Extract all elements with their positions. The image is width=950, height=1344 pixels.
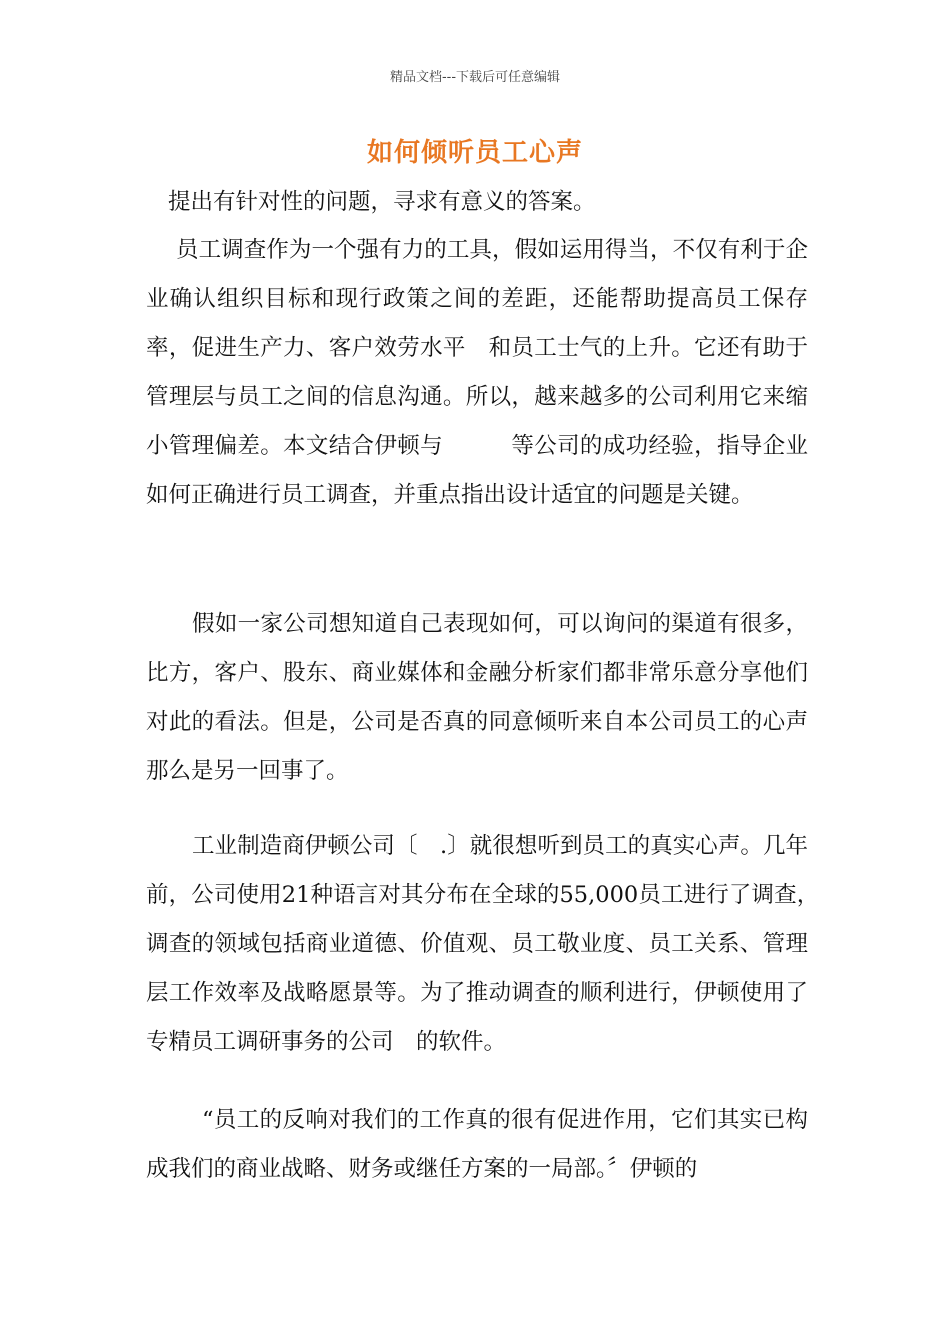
paragraph-eaton-survey: 工业制造商伊顿公司〔 .〕就很想听到员工的真实心声。几年前，公司使用21种语言对其分布在全球的55,000员工进行了调查， 调查的领域包括商业道德、价值观、员工敬业度、员工关系、管理层工作效率及战略愿景等。为了推动调查的顺利进行，伊顿使用了专精员工调研事务的公司 的软件。	[146, 833, 831, 1055]
page-header-caption: 精品文档---下载后可任意编辑	[389, 70, 561, 85]
paragraph-intro: 提出有针对性的问题，寻求有意义的答案。	[168, 189, 596, 215]
document-title: 如何倾听员工心声	[366, 138, 583, 168]
paragraph-listening: 假如一家公司想知道自己表现如何，可以询问的渠道有很多，比方，客户、股东、商业媒体和金融分析家们都非常乐意分享他们对此的看法。但是，公司是否真的同意倾听来自本公司员工的心声那么是另一回事了。	[146, 611, 808, 784]
paragraph-quote: “员工的反响对我们的工作真的很有促进作用，它们其实已构成我们的商业战略、财务或继任方案的一局部。〞伊顿的	[146, 1107, 808, 1182]
paragraph-survey-tool: 员工调查作为一个强有力的工具，假如运用得当，不仅有利于企业确认组织目标和现行政策之间的差距，还能帮助提高员工保存率，促进生产力、客户效劳水平 和员工士气的上升。它还有助于管理层与员工之间的信息沟通。所以，越来越多的公司利用它来缩小管理偏差。本文结合伊顿与 等公司的成功经验，指导企业如何正确进行员工调查，并重点指出设计适宜的问题是关键。	[146, 237, 808, 508]
